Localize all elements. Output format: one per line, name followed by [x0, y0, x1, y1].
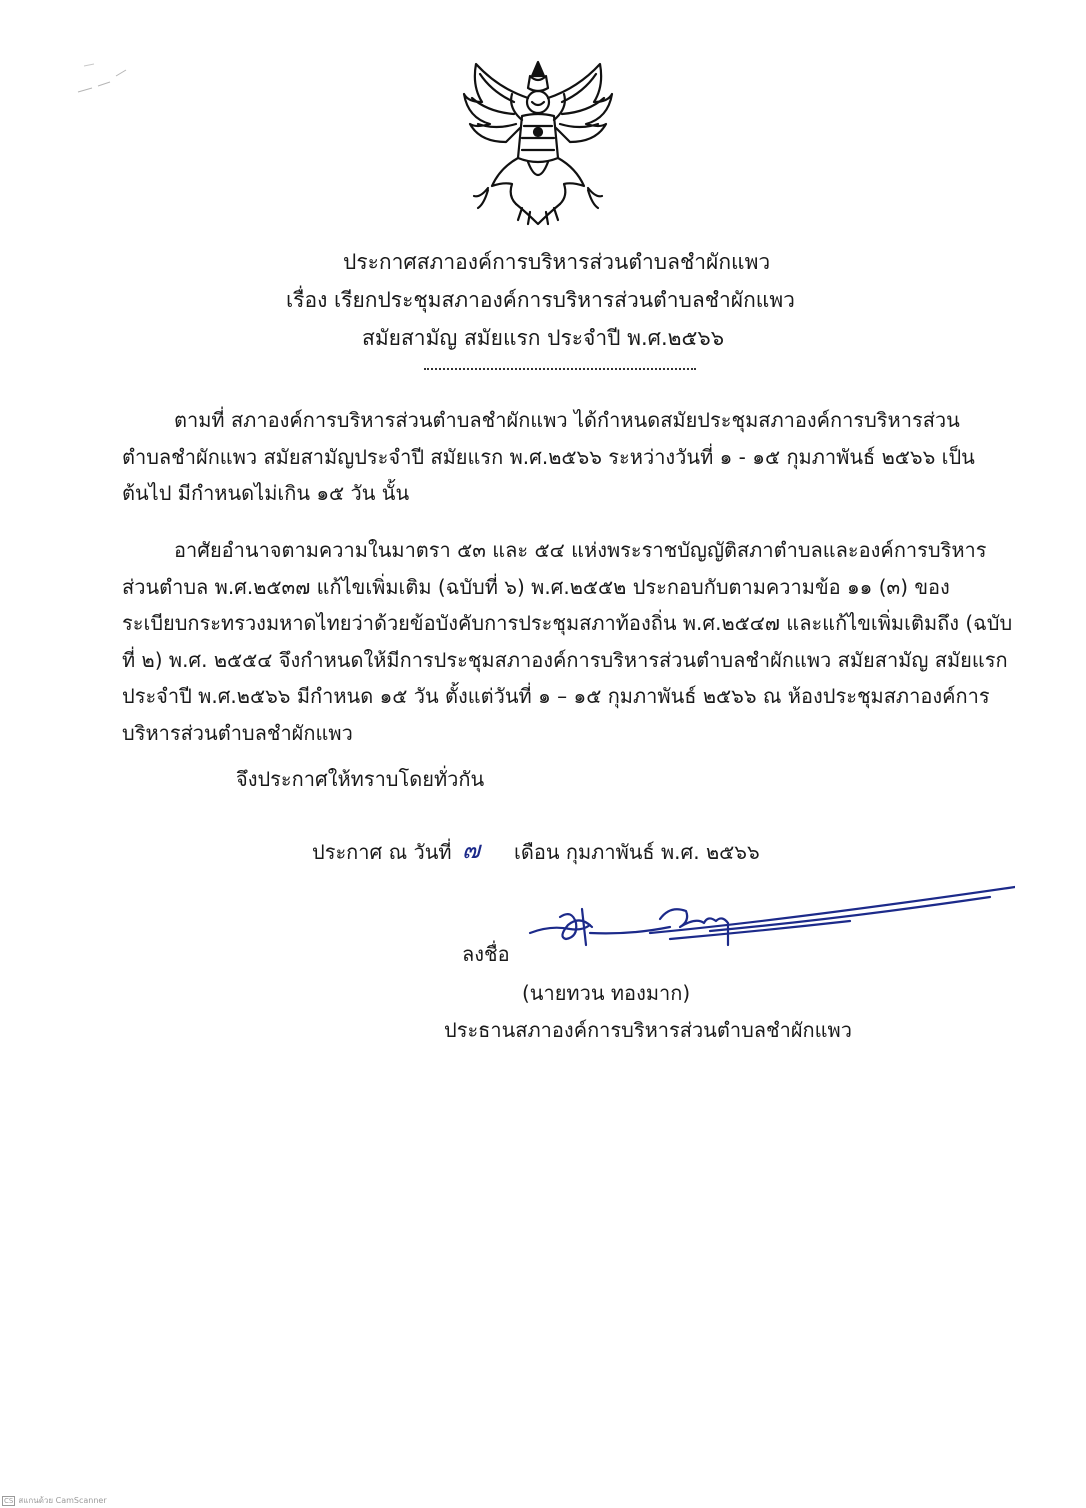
announcement-title: ประกาศสภาองค์การบริหารส่วนตำบลชำผักแพว — [343, 250, 771, 274]
date-suffix: เดือน กุมภาพันธ์ พ.ศ. ๒๕๖๖ — [514, 840, 760, 864]
camscanner-icon: CS — [4, 1497, 14, 1505]
paragraph-background — [122, 402, 975, 512]
paragraph-line: ส่วนตำบล พ.ศ.๒๕๓๗ แก้ไขเพิ่มเติม (ฉบับที่ ๖) พ.ศ.๒๕๕๒ ประกอบกับตามความข้อ ๑๑ (๓) ของ — [122, 574, 950, 599]
announcement-subject: เรื่อง เรียกประชุมสภาองค์การบริหารส่วนตำบลชำผักแพว — [286, 288, 795, 312]
signatory-name: (นายทวน ทองมาก) — [522, 981, 691, 1005]
signatory-position: ประธานสภาองค์การบริหารส่วนตำบลชำผักแพว — [444, 1018, 852, 1042]
scan-mark — [70, 52, 140, 102]
paragraph-line: ที่ ๒) พ.ศ. ๒๕๕๔ จึงกำหนดให้มีการประชุมสภาองค์การบริหารส่วนตำบลชำผักแพว สมัยสามัญ สมัยแรก — [122, 647, 1008, 672]
paragraph-line: ตามที่ สภาองค์การบริหารส่วนตำบลชำผักแพว ได้กำหนดสมัยประชุมสภาองค์การบริหารส่วน — [174, 408, 960, 432]
title-divider — [424, 368, 696, 370]
paragraph-line: ต้นไป มีกำหนดไม่เกิน ๑๕ วัน นั้น — [122, 481, 410, 505]
paragraph-authority — [122, 532, 1013, 751]
announcement-date — [312, 836, 452, 868]
paragraph-line: ประจำปี พ.ศ.๒๕๖๖ มีกำหนด ๑๕ วัน ตั้งแต่วันที่ ๑ – ๑๕ กุมภาพันธ์ ๒๕๖๖ ณ ห้องประชุมสภาองค์การ — [122, 684, 990, 708]
closing-statement: จึงประกาศให้ทราบโดยทั่วกัน — [236, 767, 485, 791]
watermark-text: สแกนด้วย CamScanner — [18, 1496, 107, 1505]
signature — [520, 875, 1015, 955]
date-day-handwritten: ๗ — [462, 836, 481, 864]
garuda-emblem-icon — [458, 58, 618, 226]
scanner-watermark — [2, 1494, 107, 1507]
paragraph-line: บริหารส่วนตำบลชำผักแพว — [122, 720, 353, 745]
date-prefix: ประกาศ ณ วันที่ — [312, 840, 452, 864]
paragraph-line: ระเบียบกระทรวงมหาดไทยว่าด้วยข้อบังคับการประชุมสภาท้องถิ่น พ.ศ.๒๕๔๗ และแก้ไขเพิ่มเติมถึง (ฉบับ — [122, 611, 1013, 635]
announcement-session: สมัยสามัญ สมัยแรก ประจำปี พ.ศ.๒๕๖๖ — [362, 326, 725, 350]
paragraph-line: ตำบลชำผักแพว สมัยสามัญประจำปี สมัยแรก พ.ศ.๒๕๖๖ ระหว่างวันที่ ๑ - ๑๕ กุมภาพันธ์ ๒๕๖๖ เป็น — [122, 444, 975, 469]
signature-label: ลงชื่อ — [462, 942, 510, 966]
paragraph-line: อาศัยอำนาจตามความในมาตรา ๕๓ และ ๕๔ แห่งพระราชบัญญัติสภาตำบลและองค์การบริหาร — [174, 538, 987, 562]
